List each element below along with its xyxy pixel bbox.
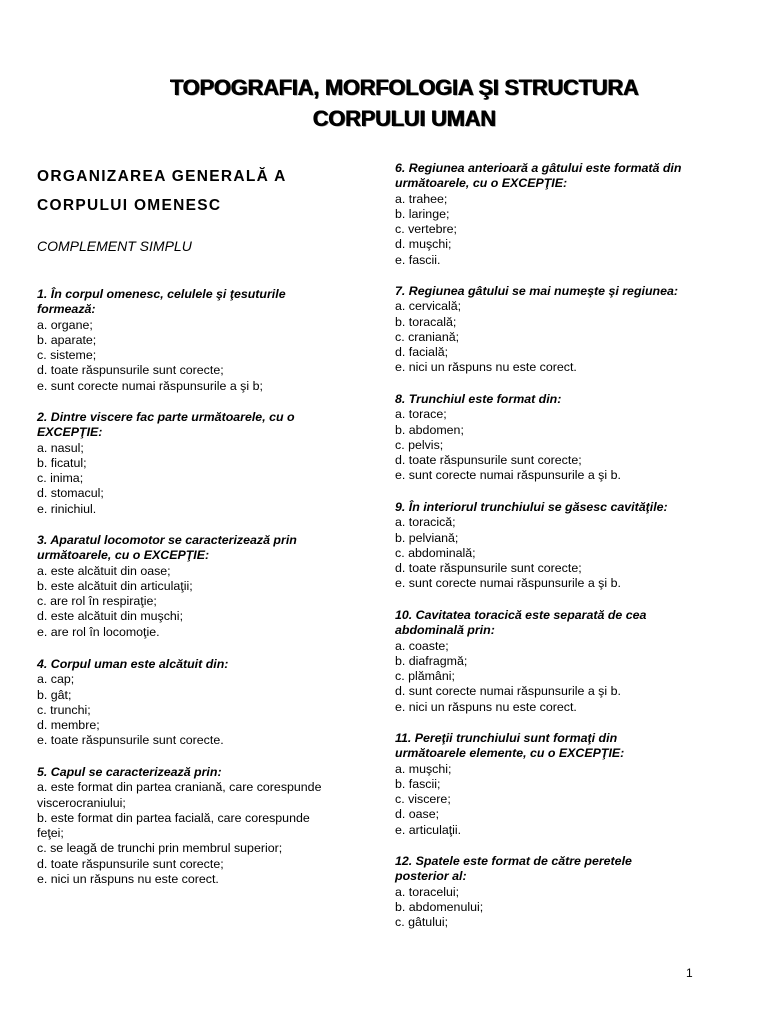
question-text: 7. Regiunea gâtului se mai numeşte şi regiunea: bbox=[395, 284, 679, 298]
question-text: 12. Spatele este format de către peretele bbox=[395, 854, 632, 868]
document-title-line-2: CORPULUI UMAN bbox=[312, 106, 496, 131]
section-heading bbox=[37, 162, 367, 220]
question-text: 2. Dintre viscere fac parte următoarele, cu o bbox=[37, 410, 295, 424]
question-9 bbox=[395, 500, 735, 592]
answer-option: d. toate răspunsurile sunt corecte; bbox=[395, 453, 582, 468]
question-3 bbox=[37, 533, 367, 640]
question-text: 1. În corpul omenesc, celulele şi ţesuturile bbox=[37, 287, 286, 301]
answer-option: b. abdomen; bbox=[395, 422, 464, 437]
question-5 bbox=[37, 765, 367, 887]
answer-option: b. laringe; bbox=[395, 206, 450, 221]
answer-option: b. fascii; bbox=[395, 776, 441, 791]
answer-option: viscerocraniului; bbox=[37, 795, 126, 810]
answer-option: c. craniană; bbox=[395, 329, 460, 344]
question-4 bbox=[37, 657, 367, 749]
answer-option: a. torace; bbox=[395, 407, 447, 422]
question-text: următoarele elemente, cu o EXCEPŢIE: bbox=[395, 746, 625, 761]
document-title bbox=[0, 72, 768, 134]
answer-option: d. oase; bbox=[395, 807, 440, 822]
answer-option: b. este format din partea facială, care corespunde bbox=[37, 810, 310, 825]
answer-option: c. viscere; bbox=[395, 792, 451, 807]
answer-option: d. toate răspunsurile sunt corecte; bbox=[37, 363, 224, 378]
question-text: 6. Regiunea anterioară a gâtului este formată din bbox=[395, 161, 682, 175]
answer-option: d. muşchi; bbox=[395, 237, 452, 252]
answer-option: b. pelviană; bbox=[395, 530, 459, 545]
answer-option: c. trunchi; bbox=[37, 702, 91, 717]
answer-option: b. abdomenului; bbox=[395, 899, 484, 914]
answer-option: e. nici un răspuns nu este corect. bbox=[395, 699, 577, 714]
answer-option: e. nici un răspuns nu este corect. bbox=[395, 360, 577, 375]
question-text: 9. În interiorul trunchiului se găsesc cavităţile: bbox=[395, 500, 668, 514]
answer-option: a. este alcătuit din oase; bbox=[37, 563, 171, 578]
question-12 bbox=[395, 854, 735, 930]
question-text: 3. Aparatul locomotor se caracterizează prin bbox=[37, 533, 297, 547]
answer-option: a. trahee; bbox=[395, 191, 448, 206]
question-text: 5. Capul se caracterizează prin: bbox=[37, 765, 222, 779]
question-text: următoarele, cu o EXCEPŢIE: bbox=[395, 176, 568, 191]
question-text: 10. Cavitatea toracică este separată de cea bbox=[395, 608, 647, 622]
answer-option: d. stomacul; bbox=[37, 486, 104, 501]
answer-option: a. coaste; bbox=[395, 638, 449, 653]
answer-option: d. sunt corecte numai răspunsurile a şi b. bbox=[395, 684, 621, 699]
section-heading-line-1: ORGANIZAREA GENERALĂ A bbox=[37, 168, 287, 185]
question-11 bbox=[395, 731, 735, 838]
question-text: 11. Pereţii trunchiului sunt formaţi din bbox=[395, 731, 618, 745]
answer-option: a. toracică; bbox=[395, 515, 456, 530]
question-1 bbox=[37, 287, 367, 394]
answer-option: a. muşchi; bbox=[395, 761, 452, 776]
answer-option: a. este format din partea craniană, care corespunde bbox=[37, 780, 322, 795]
answer-option: c. pelvis; bbox=[395, 437, 444, 452]
answer-option: e. toate răspunsurile sunt corecte. bbox=[37, 733, 224, 748]
answer-option: d. toate răspunsurile sunt corecte; bbox=[37, 856, 224, 871]
answer-option: b. toracală; bbox=[395, 314, 457, 329]
document-title-line-1: TOPOGRAFIA, MORFOLOGIA ŞI STRUCTURA bbox=[169, 75, 639, 100]
answer-option: e. articulaţii. bbox=[395, 822, 462, 837]
answer-option: d. toate răspunsurile sunt corecte; bbox=[395, 561, 582, 576]
question-text: formează: bbox=[37, 302, 96, 317]
question-text: posterior al: bbox=[395, 869, 467, 884]
answer-option: c. se leagă de trunchi prin membrul superior; bbox=[37, 841, 283, 856]
answer-option: b. este alcătuit din articulaţii; bbox=[37, 578, 193, 593]
answer-option: c. plămâni; bbox=[395, 669, 455, 684]
answer-option: d. membre; bbox=[37, 718, 100, 733]
answer-option: e. are rol în locomoţie. bbox=[37, 624, 160, 639]
answer-option: c. inima; bbox=[37, 471, 84, 486]
question-7 bbox=[395, 284, 735, 376]
answer-option: e. nici un răspuns nu este corect. bbox=[37, 872, 219, 887]
answer-option: b. gât; bbox=[37, 687, 72, 702]
answer-option: c. sisteme; bbox=[37, 348, 97, 363]
question-6 bbox=[395, 161, 735, 268]
answer-option: e. sunt corecte numai răspunsurile a şi b. bbox=[395, 576, 621, 591]
answer-option: c. are rol în respiraţie; bbox=[37, 594, 157, 609]
question-8 bbox=[395, 392, 735, 484]
answer-option: feţei; bbox=[37, 826, 64, 841]
answer-option: a. nasul; bbox=[37, 440, 84, 455]
question-text: următoarele, cu o EXCEPŢIE: bbox=[37, 548, 210, 563]
answer-option: c. vertebre; bbox=[395, 222, 457, 237]
question-10 bbox=[395, 608, 735, 715]
section-heading-line-2: CORPULUI OMENESC bbox=[37, 197, 222, 214]
answer-option: b. ficatul; bbox=[37, 455, 87, 470]
answer-option: a. cervicală; bbox=[395, 299, 462, 314]
question-text: 8. Trunchiul este format din: bbox=[395, 392, 562, 406]
question-text: EXCEPŢIE: bbox=[37, 425, 103, 440]
answer-option: e. fascii. bbox=[395, 252, 441, 267]
answer-option: c. gâtului; bbox=[395, 915, 449, 930]
question-text: 4. Corpul uman este alcătuit din: bbox=[37, 657, 229, 671]
answer-option: a. toracelui; bbox=[395, 884, 460, 899]
answer-option: b. aparate; bbox=[37, 332, 97, 347]
answer-option: b. diafragmă; bbox=[395, 653, 468, 668]
answer-option: e. sunt corecte numai răspunsurile a şi b; bbox=[37, 378, 263, 393]
answer-option: e. sunt corecte numai răspunsurile a şi b. bbox=[395, 468, 621, 483]
answer-option: d. facială; bbox=[395, 345, 449, 360]
answer-option: d. este alcătuit din muşchi; bbox=[37, 609, 184, 624]
answer-option: a. cap; bbox=[37, 672, 75, 687]
page-number: 1 bbox=[686, 966, 693, 980]
question-2 bbox=[37, 410, 367, 517]
answer-option: a. organe; bbox=[37, 317, 93, 332]
answer-option: e. rinichiul. bbox=[37, 501, 97, 516]
question-text: abdominală prin: bbox=[395, 623, 495, 638]
subsection-heading: COMPLEMENT SIMPLU bbox=[37, 238, 192, 254]
answer-option: c. abdominală; bbox=[395, 545, 476, 560]
